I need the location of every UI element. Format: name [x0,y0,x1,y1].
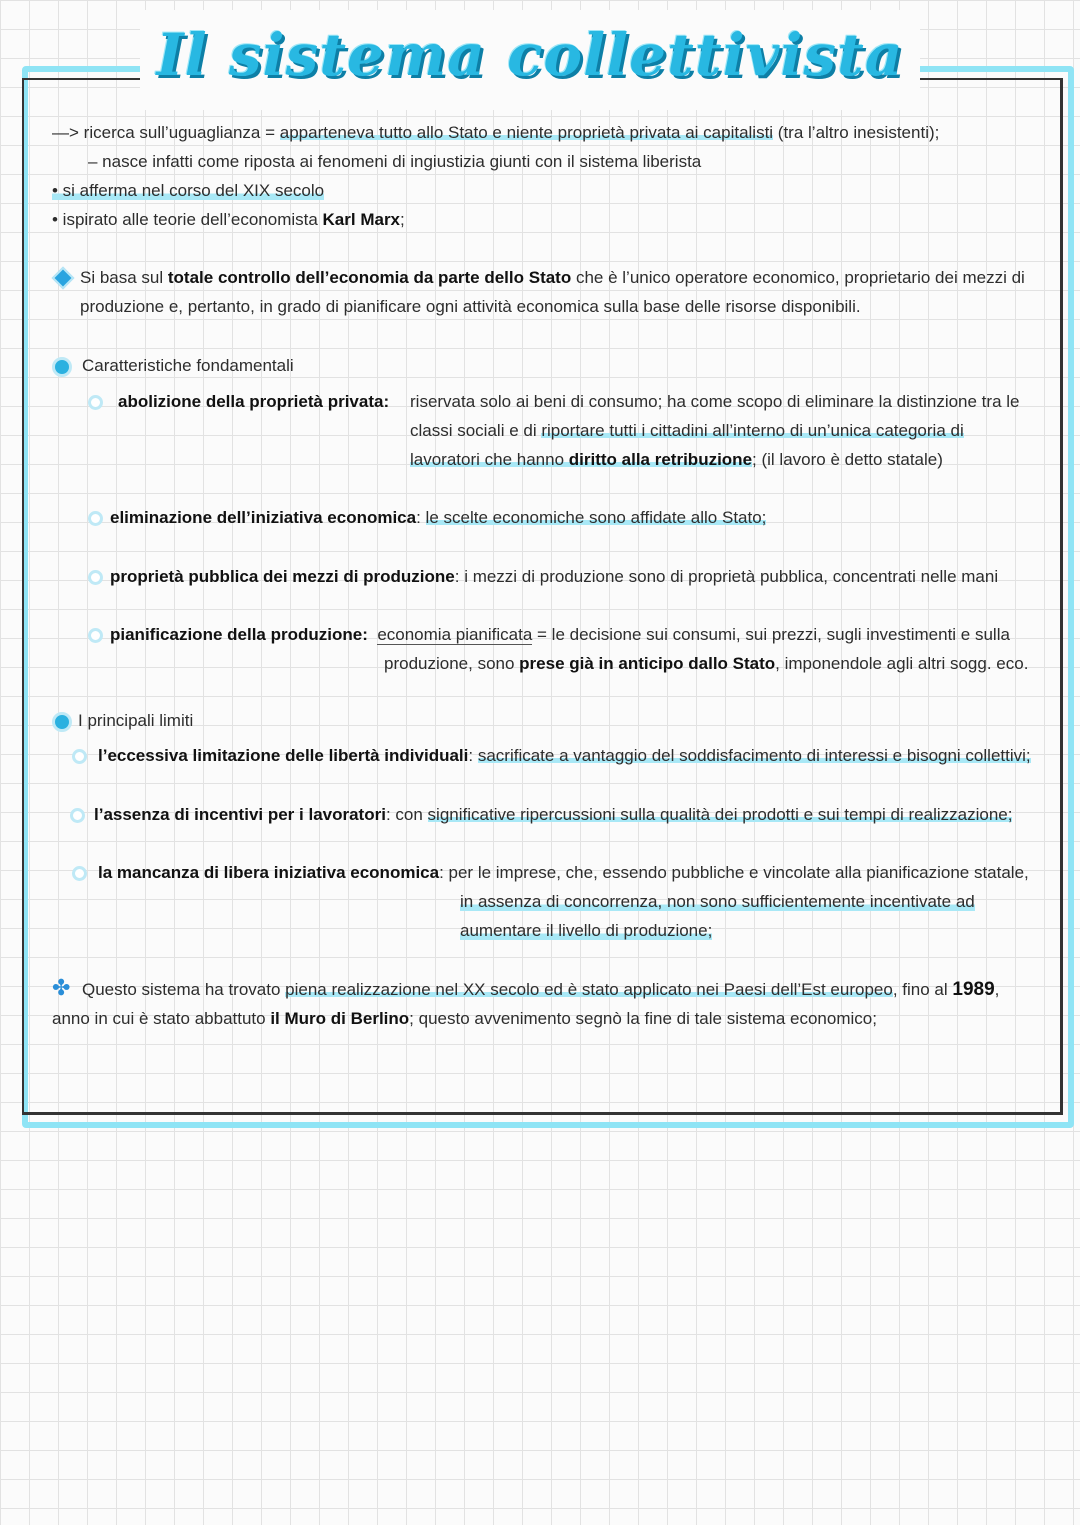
page-frame-inner [22,78,1063,1115]
limit-3-line-3: aumentare il livello di produzione; [460,921,713,940]
section-bullet-icon [52,357,72,377]
page-title: Il sistema collettivista [156,21,904,89]
features-heading: Caratteristiche fondamentali [82,356,294,375]
feature-1-line-2: classi sociali e di riportare tutti i cittadini all’interno di un’unica categoria di [410,421,964,440]
intro-line-2: – nasce infatti come riposta ai fenomeni di ingiustizia giunti con il sistema liberista [88,152,702,171]
limit-3-line-2: in assenza di concorrenza, non sono sufficientemente incentivate ad [460,892,975,911]
arrow-icon: —> [52,123,79,142]
feature-1-line-3: lavoratori che hanno diritto alla retribuzione; (il lavoro è detto statale) [410,450,943,469]
item-bullet-icon [70,808,85,823]
limit-3-line-1: la mancanza di libera iniziativa economica: per le imprese, che, essendo pubbliche e vincolate alla pianificazione statale, [98,863,1029,882]
conclusion-line-1: Questo sistema ha trovato piena realizzazione nel XX secolo ed è stato applicato nei Paesi dell’Est europeo, fino al 1989, [82,979,1000,1000]
item-bullet-icon [88,628,103,643]
feature-2: eliminazione dell’iniziativa economica: le scelte economiche sono affidate allo Stato; [110,508,767,527]
item-bullet-icon [88,570,103,585]
intro-line-3: • si afferma nel corso del XIX secolo [52,181,325,200]
item-bullet-icon [88,395,103,410]
feature-3: proprietà pubblica dei mezzi di produzione: i mezzi di produzione sono di proprietà pubblica, concentrati nelle mani [110,567,999,586]
item-bullet-icon [88,511,103,526]
limit-1: l’eccessiva limitazione delle libertà individuali: sacrificate a vantaggio del soddisfacimento di interessi e bisogni collettivi; [98,746,1031,765]
limits-heading: I principali limiti [78,711,194,730]
conclusion-line-2: anno in cui è stato abbattuto il Muro di Berlino; questo avvenimento segnò la fine di tale sistema economico; [52,1009,877,1028]
title-banner [140,10,920,110]
basis-line-2: produzione e, pertanto, in grado di pianificare ogni attività economica sulla base delle risorse disponibili. [80,297,861,316]
feature-1-label: abolizione della proprietà privata: [118,392,390,411]
feature-4-line-2: produzione, sono prese già in anticipo dallo Stato, imponendole agli altri sogg. eco. [384,654,1029,673]
feature-1-line-1: riservata solo ai beni di consumo; ha come scopo di eliminare la distinzione tra le [410,392,1020,411]
section-bullet-icon [52,712,72,732]
limit-2: l’assenza di incentivi per i lavoratori: con significative ripercussioni sulla qualità dei prodotti e sui tempi di realizzazione; [94,805,1013,824]
feature-4-line-1: pianificazione della produzione: economia pianificata = le decisione sui consumi, sui prezzi, sugli investimenti e sulla [110,625,1010,644]
basis-line-1: Si basa sul totale controllo dell’economia da parte dello Stato che è l’unico operatore economico, proprietario dei mezzi di [80,268,1025,287]
clover-bullet-icon: ✤ [52,976,71,1001]
intro-line-4: • ispirato alle teorie dell’economista Karl Marx; [52,210,405,229]
item-bullet-icon [72,749,87,764]
item-bullet-icon [72,866,87,881]
intro-line-1: —> ricerca sull’uguaglianza = apparteneva tutto allo Stato e niente proprietà privata ai capitalisti (tra l’altro inesistenti); [52,123,940,142]
